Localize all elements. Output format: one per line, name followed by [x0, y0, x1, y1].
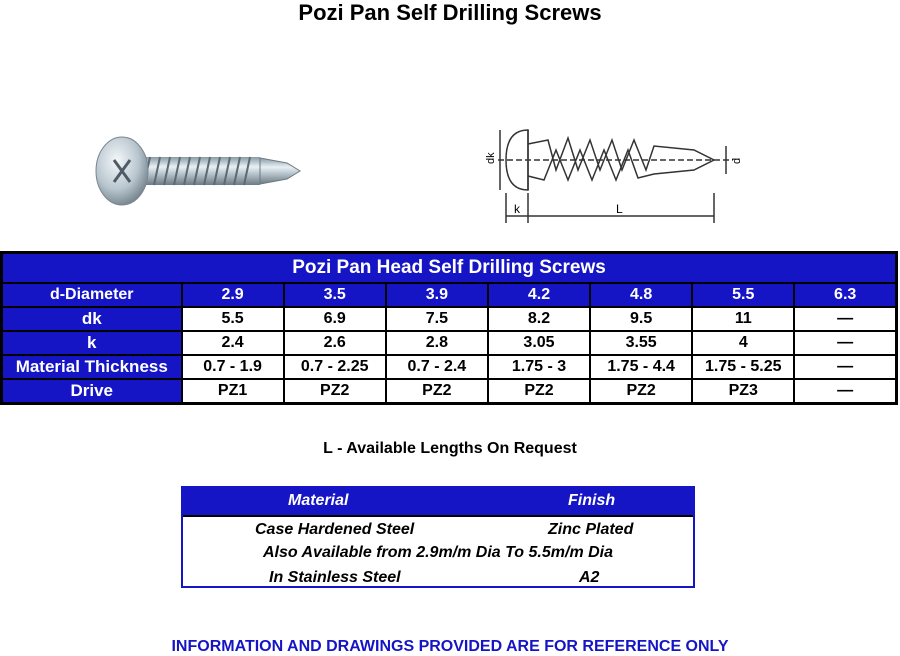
table-cell: PZ2	[386, 379, 488, 404]
material-value: Case Hardened Steel	[255, 521, 415, 538]
table-cell: 3.9	[386, 283, 488, 307]
table-cell: —	[794, 307, 896, 331]
material-header: Material	[288, 492, 349, 509]
screw-photo	[92, 130, 307, 210]
lengths-note: L - Available Lengths On Request	[323, 440, 577, 457]
table-row-diameter	[2, 283, 897, 307]
table-row-material-thickness	[2, 355, 897, 379]
material-table	[181, 486, 695, 588]
table-cell: 4	[692, 331, 794, 355]
table-cell: PZ3	[692, 379, 794, 404]
table-cell: 2.9	[182, 283, 284, 307]
table-row-dk	[2, 307, 897, 331]
table-cell: —	[794, 355, 896, 379]
table-cell: —	[794, 379, 896, 404]
table-cell: PZ2	[590, 379, 692, 404]
table-cell: —	[794, 331, 896, 355]
finish-value: Zinc Plated	[548, 521, 634, 538]
row-label: dk	[2, 307, 182, 331]
table-cell: 6.3	[794, 283, 896, 307]
table-row-drive	[2, 379, 897, 404]
screw-technical-drawing	[485, 118, 748, 228]
material-row	[183, 517, 693, 541]
l-dimension-label: L	[616, 202, 623, 216]
table-cell: 4.8	[590, 283, 692, 307]
table-cell: 5.5	[692, 283, 794, 307]
table-cell: 1.75 - 4.4	[590, 355, 692, 379]
table-cell: 3.55	[590, 331, 692, 355]
row-label: Drive	[2, 379, 182, 404]
page-title: Pozi Pan Self Drilling Screws	[298, 0, 602, 25]
material-value: In Stainless Steel	[269, 569, 401, 586]
table-cell: 2.4	[182, 331, 284, 355]
table-cell: PZ2	[284, 379, 386, 404]
table-cell: 1.75 - 5.25	[692, 355, 794, 379]
table-cell: 1.75 - 3	[488, 355, 590, 379]
table-cell: 9.5	[590, 307, 692, 331]
table-cell: 4.2	[488, 283, 590, 307]
table-cell: 5.5	[182, 307, 284, 331]
row-label: k	[2, 331, 182, 355]
dk-dimension-label: dk	[485, 152, 497, 164]
table-cell: 2.6	[284, 331, 386, 355]
table-cell: 7.5	[386, 307, 488, 331]
table-cell: 11	[692, 307, 794, 331]
row-label: Material Thickness	[2, 355, 182, 379]
specification-table	[0, 251, 898, 405]
spec-table-heading: Pozi Pan Head Self Drilling Screws	[2, 253, 897, 284]
table-cell: 0.7 - 2.25	[284, 355, 386, 379]
availability-note: Also Available from 2.9m/m Dia To 5.5m/m Dia	[262, 544, 614, 561]
table-cell: 3.05	[488, 331, 590, 355]
table-cell: 3.5	[284, 283, 386, 307]
table-cell: PZ2	[488, 379, 590, 404]
material-table-header	[183, 488, 693, 517]
table-cell: 0.7 - 1.9	[182, 355, 284, 379]
table-cell: 0.7 - 2.4	[386, 355, 488, 379]
finish-header: Finish	[568, 492, 616, 509]
table-cell: 8.2	[488, 307, 590, 331]
d-dimension-label: d	[731, 157, 743, 164]
material-row	[183, 565, 693, 589]
row-label: d-Diameter	[2, 283, 182, 307]
disclaimer-footer: INFORMATION AND DRAWINGS PROVIDED ARE FOR REFERENCE ONLY	[171, 638, 729, 655]
table-cell: PZ1	[182, 379, 284, 404]
k-dimension-label: k	[514, 202, 520, 216]
finish-value: A2	[579, 569, 600, 586]
table-cell: 6.9	[284, 307, 386, 331]
table-cell: 2.8	[386, 331, 488, 355]
table-row-k	[2, 331, 897, 355]
